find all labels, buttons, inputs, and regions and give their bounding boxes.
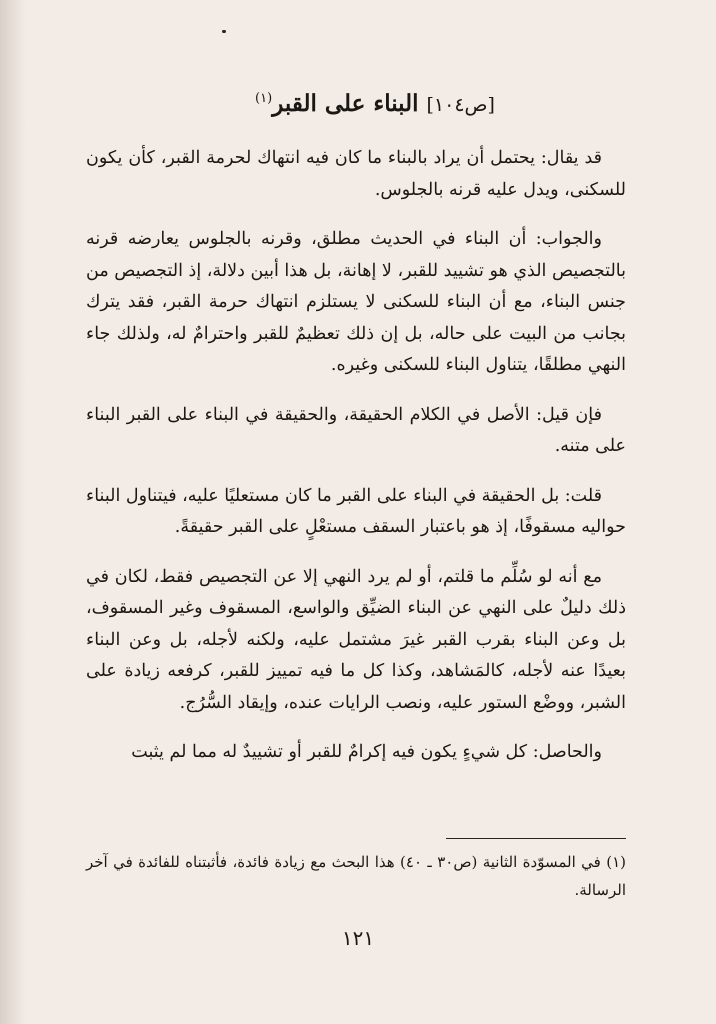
paragraph-answer: والجواب: أن البناء في الحديث مطلق، وقرنه بالجلوس يعارضه قرنه بالتجصيص الذي هو تشييد للقبر، لا إهانة، بل هذا أبين دلالة، إذ التجصيص من جنس البناء، مع أن البناء للسكنى لا يستلزم انتهاك حرمة القبر، فقد يترك بجانب من البيت على حاله، بل إن ذلك تعظيمٌ للقبر واحترامٌ له، ولذلك جاء النهي مطلقًا، يتناول البناء للسكنى وغيره.	[86, 229, 626, 375]
footnote-reference: (١)	[255, 91, 273, 106]
page-gutter-shadow	[0, 0, 26, 1024]
footnote	[86, 848, 626, 904]
paragraph-summary: والحاصل: كل شيءٍ يكون فيه إكرامٌ للقبر أو تشييدٌ له مما لم يثبت	[131, 742, 602, 762]
page-reference: [ص١٠٤]	[426, 94, 495, 116]
footnote-text: في المسوّدة الثانية (ص٣٠ ـ ٤٠) هذا البحث مع زيادة فائدة، فأثبتناه للفائدة في آخر الرسالة.	[86, 853, 626, 899]
body-text	[86, 143, 626, 787]
paragraph-objection: قد يقال: يحتمل أن يراد بالبناء ما كان فيه انتهاك لحرمة القبر، كأن يكون للسكنى، ويدل عليه قرنه بالجلوس.	[86, 148, 626, 200]
footnote-marker: (١)	[606, 853, 626, 871]
paragraph-reply: قلت: بل الحقيقة في البناء على القبر ما كان مستعليًا عليه، فيتناول البناء حواليه مسقوفًا، إذ هو باعتبار السقف مستعْلٍ على القبر حقيقةً.	[86, 485, 626, 537]
footnote-divider	[446, 838, 626, 839]
paragraph-concession: مع أنه لو سُلِّم ما قلتم، أو لم يرد النهي إلا عن التجصيص فقط، لكان في ذلك دليلٌ على النهي عن البناء الضيِّق والواسع، المسقوف وغير المسقوف، بل وعن البناء بقرب القبر غيرَ مشتمل عليه، ولكنه لأجله، بل وعن البناء بعيدًا عنه لأجله، كالمَشاهد، وكذا كل ما فيه تمييز للقبر، كرفعه زيادة على الشبر، ووضْع الستور عليه، ونصب الرايات عنده، وإيقاد السُّرُج.	[86, 566, 626, 713]
section-heading	[120, 84, 630, 120]
section-title: البناء على القبر	[272, 90, 419, 117]
paragraph-question: فإن قيل: الأصل في الكلام الحقيقة، والحقيقة في البناء على القبر البناء على متنه.	[86, 404, 626, 456]
ink-speck	[222, 30, 226, 33]
page-number: ١٢١	[341, 926, 375, 950]
